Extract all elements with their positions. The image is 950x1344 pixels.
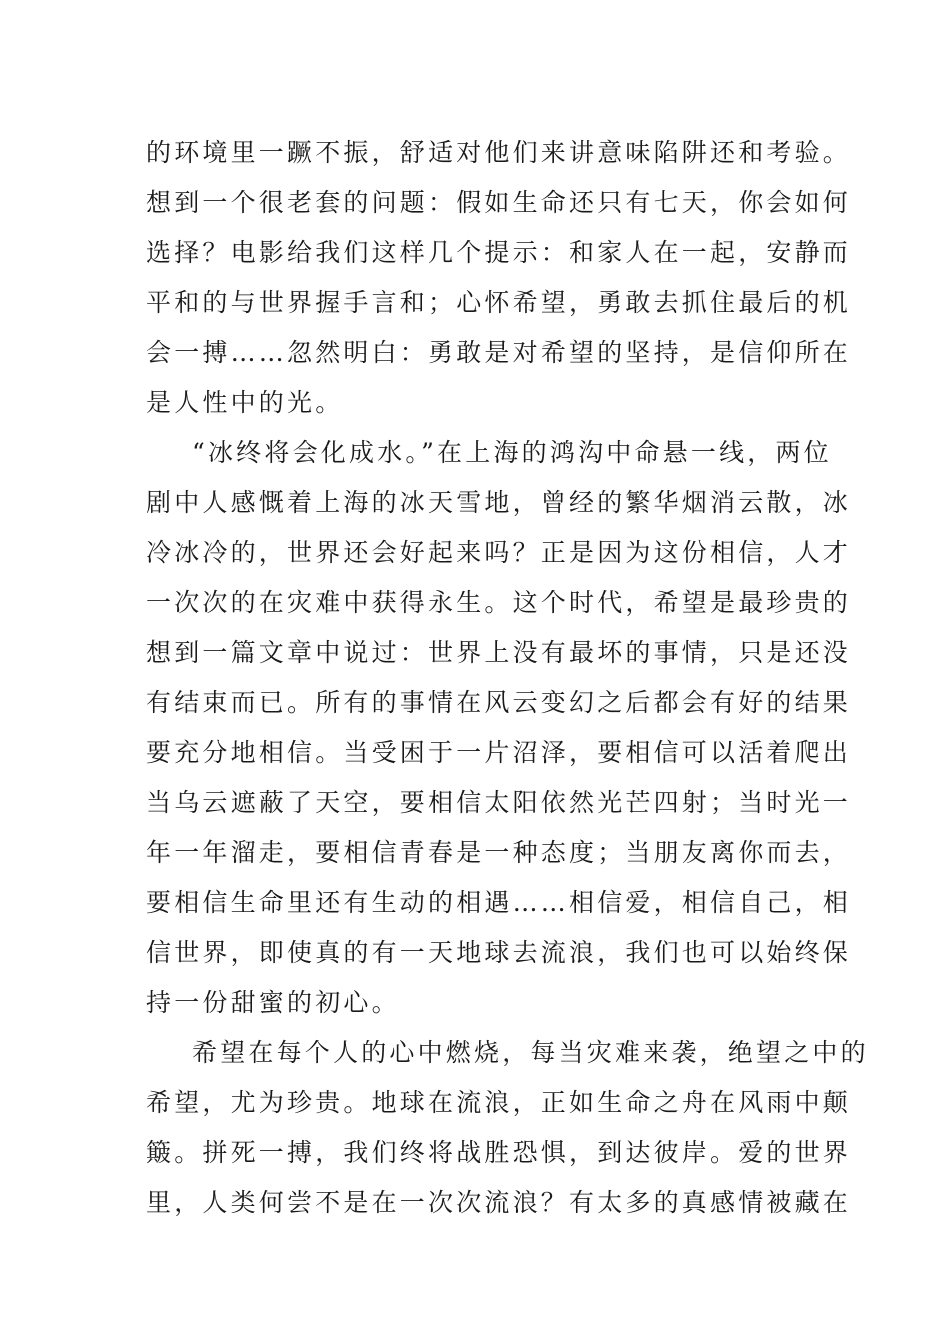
text-line: 有结束而已。所有的事情在风云变幻之后都会有好的结果 [146, 688, 852, 717]
text-line: 里，人类何尝不是在一次次流浪？有太多的真感情被藏在 [146, 1188, 852, 1217]
text-line: 要相信生命里还有生动的相遇……相信爱，相信自己，相 [146, 888, 852, 917]
text-line: 平和的与世界握手言和；心怀希望，勇敢去抓住最后的机 [146, 288, 852, 317]
text-line: 想到一个很老套的问题：假如生命还只有七天，你会如何 [146, 188, 852, 217]
text-line: 剧中人感慨着上海的冰天雪地，曾经的繁华烟消云散，冰 [146, 488, 852, 517]
text-line: 想到一篇文章中说过：世界上没有最坏的事情，只是还没 [146, 638, 852, 667]
body-text [146, 128, 869, 1228]
paragraph-first-line: 希望在每个人的心中燃烧，每当灾难来袭，绝望之中的 [192, 1038, 869, 1067]
text-line: 信世界，即使真的有一天地球去流浪，我们也可以始终保 [146, 938, 852, 967]
text-line: 希望，尤为珍贵。地球在流浪，正如生命之舟在风雨中颠 [146, 1088, 852, 1117]
text-line: 冷冰冷的，世界还会好起来吗？正是因为这份相信，人才 [146, 538, 852, 567]
text-line: 选择？电影给我们这样几个提示：和家人在一起，安静而 [146, 238, 852, 267]
text-line: 持一份甜蜜的初心。 [146, 988, 400, 1017]
text-line: 要充分地相信。当受困于一片沼泽，要相信可以活着爬出 [146, 738, 852, 767]
text-line: 当乌云遮蔽了天空，要相信太阳依然光芒四射；当时光一 [146, 788, 852, 817]
text-line: 一次次的在灾难中获得永生。这个时代，希望是最珍贵的 [146, 588, 852, 617]
text-line: 年一年溜走，要相信青春是一种态度；当朋友离你而去， [146, 838, 852, 867]
paragraph-first-line: “冰终将会化成水。”在上海的鸿沟中命悬一线，两位 [192, 438, 832, 467]
text-line: 会一搏……忽然明白：勇敢是对希望的坚持，是信仰所在 [146, 338, 852, 367]
text-line: 是人性中的光。 [146, 388, 344, 417]
text-line: 簸。拼死一搏，我们终将战胜恐惧，到达彼岸。爱的世界 [146, 1138, 852, 1167]
text-line: 的环境里一蹶不振，舒适对他们来讲意味陷阱还和考验。 [146, 138, 852, 167]
